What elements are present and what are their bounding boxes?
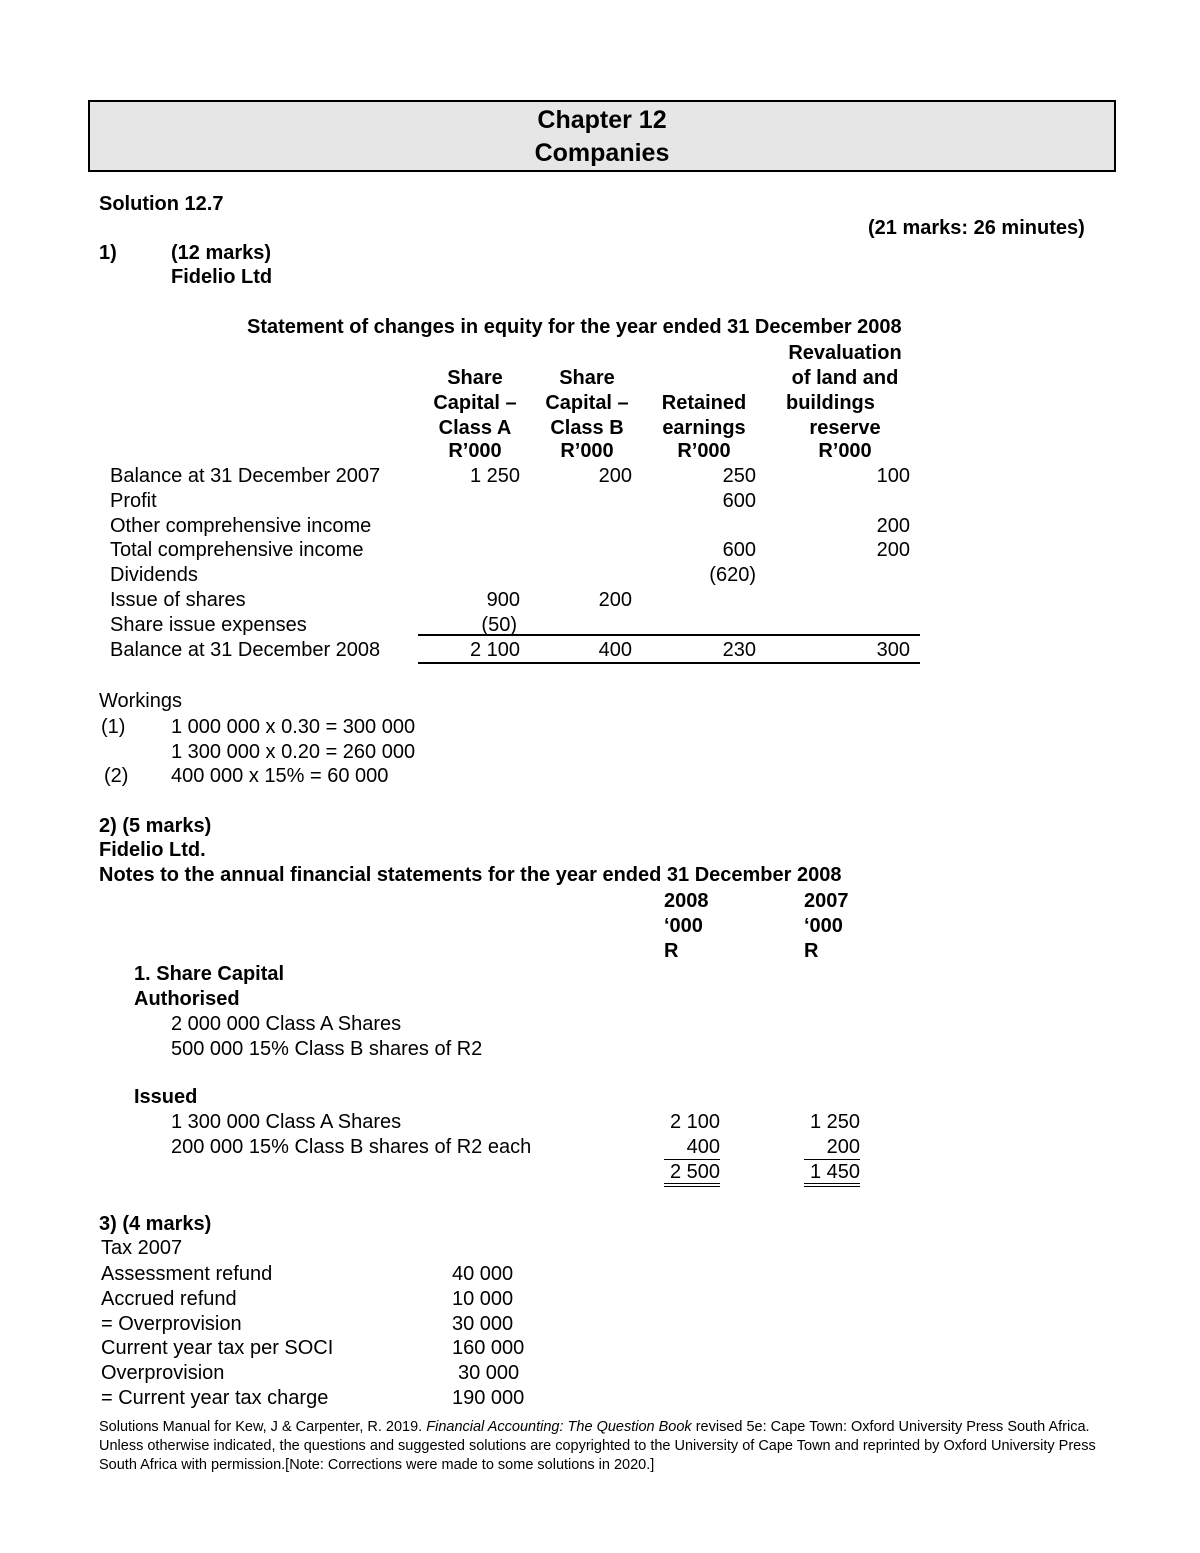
col-values-class-a: 1 250 900 (50) 2 100 [469, 465, 520, 661]
tax-row-label: Assessment refund [101, 1263, 273, 1285]
authorised-item: 500 000 15% Class B shares of R2 [171, 1038, 483, 1060]
tax-row-value: 190 000 [452, 1386, 525, 1409]
col-values-class-b: 200 200 400 [598, 465, 632, 661]
issued-2008-b: 400 [664, 1136, 720, 1160]
note-title: 1. Share Capital [134, 963, 285, 985]
part3-subheading: Tax 2007 [101, 1237, 183, 1259]
issued-2007-b: 200 [804, 1136, 860, 1160]
col-header-class-b: Share Capital – Class B R’000 [545, 367, 629, 462]
issued-label: Issued [134, 1086, 198, 1108]
tax-row-label: = Overprovision [101, 1312, 242, 1335]
chapter-header [88, 100, 1116, 172]
issued-total-2008: 2 500 [664, 1161, 720, 1187]
tax-row-value: 40 000 [452, 1263, 514, 1285]
issued-item: 1 300 000 Class A Shares [171, 1111, 402, 1133]
tax-row-label: Overprovision [101, 1362, 225, 1385]
tax-row-label: Current year tax per SOCI [101, 1337, 334, 1360]
part1-company: Fidelio Ltd [171, 266, 273, 288]
part2-company: Fidelio Ltd. [99, 839, 206, 861]
chapter-title: Companies [534, 139, 670, 167]
working-text: 400 000 x 15% = 60 000 [171, 765, 389, 787]
part2-heading: 2) (5 marks) [99, 815, 212, 837]
issued-2007-a: 1 250 [809, 1111, 860, 1133]
workings-title: Workings [99, 690, 182, 712]
working-text: 1 000 000 x 0.30 = 300 000 [171, 716, 416, 738]
row-label: Balance at 31 December 2008 [110, 638, 381, 661]
part1-marks: (12 marks) [171, 242, 272, 264]
total-rule [418, 662, 920, 664]
authorised-item: 2 000 000 Class A Shares [171, 1013, 402, 1035]
working-label: (1) [101, 716, 126, 738]
issued-2008-a: 2 100 [669, 1111, 720, 1133]
subtotal-rule [418, 634, 920, 636]
row-label: Total comprehensive income [110, 539, 364, 562]
col-header-class-a: Share Capital – Class A R’000 [433, 367, 517, 462]
col-values-revaluation: 100 200 200 300 [876, 465, 910, 661]
marks-time: (21 marks: 26 minutes) [868, 217, 1085, 239]
col-header-2007: 2007 ‘000 R [804, 890, 849, 962]
tax-row-label: Accrued refund [101, 1287, 237, 1310]
chapter-number: Chapter 12 [537, 106, 667, 134]
notes-title: Notes to the annual financial statements for the year ended 31 December 2008 [99, 864, 842, 886]
statement-title: Statement of changes in equity for the year ended 31 December 2008 [247, 316, 902, 338]
row-label: Other comprehensive income [110, 514, 372, 537]
working-label: (2) [104, 765, 129, 787]
row-label: Issue of shares [110, 588, 246, 611]
working-text: 1 300 000 x 0.20 = 260 000 [171, 741, 416, 763]
authorised-label: Authorised [134, 988, 240, 1010]
tax-row-value: 160 000 [452, 1337, 525, 1360]
col-header-2008: 2008 ‘000 R [664, 890, 709, 962]
tax-values [452, 1262, 524, 1411]
col-header-retained: Retained earnings R’000 [661, 392, 747, 462]
tax-row-value: 30 000 [458, 1362, 520, 1385]
col-values-retained: 250 600 600 (620) 230 [709, 465, 756, 661]
tax-row-label: = Current year tax charge [101, 1386, 329, 1409]
row-label: Profit [110, 489, 157, 512]
issued-total-2007: 1 450 [804, 1161, 860, 1187]
tax-row-value: 10 000 [452, 1287, 514, 1310]
tax-labels [101, 1262, 333, 1411]
solution-title: Solution 12.7 [99, 193, 224, 215]
footer-citation: Solutions Manual for Kew, J & Carpenter, R. 2019. Financial Accounting: The Question Book revised 5e: Cape Town: Oxford University Press South Africa. Unless otherwise indicated, the questions and suggested solutions are copyrighted to the University of Cape Town and reprinted by Oxford University Press South Africa with permission.[Note: Corrections were made to some solutions in 2020.] [99, 1419, 1096, 1473]
row-label: Balance at 31 December 2007 [110, 465, 381, 487]
part1-number: 1) [99, 242, 117, 264]
row-label: Share issue expenses [110, 613, 307, 636]
col-header-revaluation: Revaluation of land and buildings reserve R’000 [786, 342, 902, 462]
equity-row-labels [110, 464, 380, 662]
row-label: Dividends [110, 564, 198, 587]
issued-item: 200 000 15% Class B shares of R2 each [171, 1136, 532, 1158]
tax-row-value: 30 000 [452, 1312, 514, 1335]
part3-heading: 3) (4 marks) [99, 1213, 212, 1235]
